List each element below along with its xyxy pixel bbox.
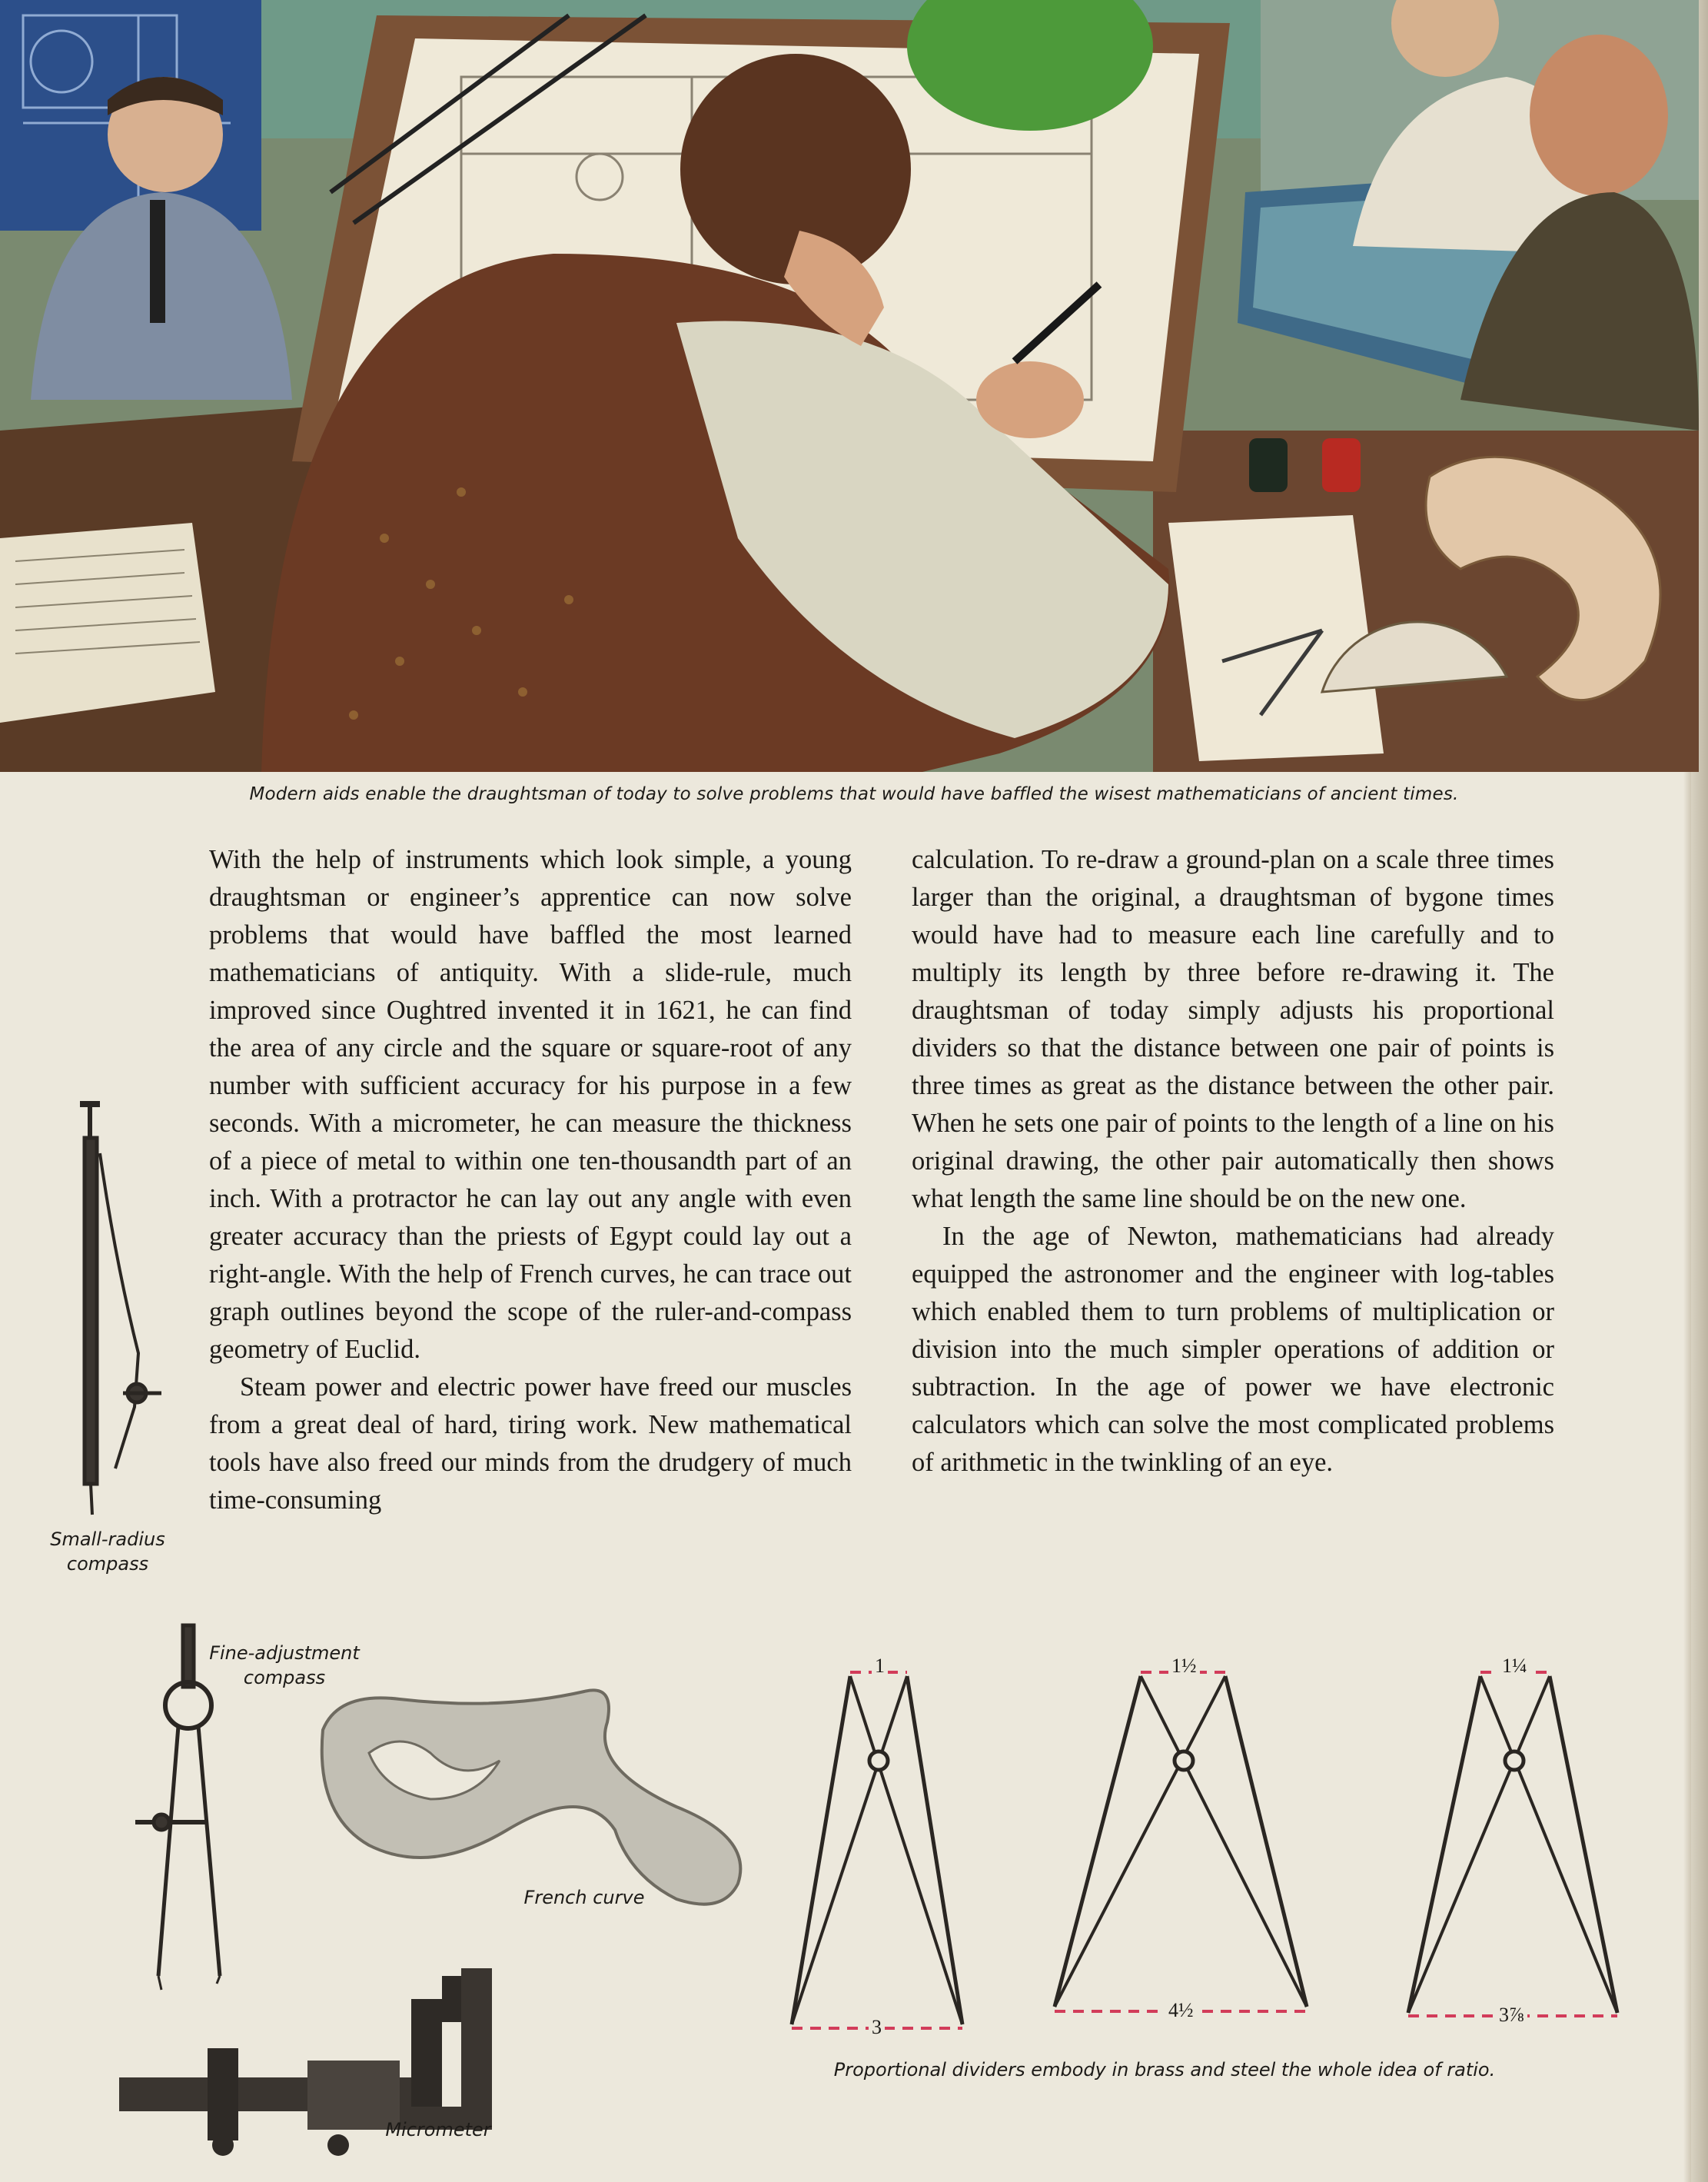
dividers-caption: Proportional dividers embody in brass and steel the whole idea of ratio. [833, 2059, 1496, 2081]
divider-2 [1055, 1676, 1307, 2007]
divider-1 [792, 1676, 962, 2024]
divider-1-top-label: 1 [872, 1655, 888, 1678]
divider-2-top-label: 1½ [1168, 1655, 1200, 1678]
paragraph: calculation. To re-draw a ground-plan on a scale three times larger than the original, a draughtsman of bygone times would have had to measure each line carefully and to multiply its length by three before re-drawing it. The draughtsman of today simply adjusts his proportional dividers so that the distance between one pair of points is three times as great as the distance between the other pair. When he sets one pair of points to the length of a line on his original drawing, the other pair automatically then shows what length the same line should be on the new one. [912, 845, 1554, 1213]
small-radius-compass-drawing [80, 1104, 161, 1515]
divider-2-bottom-label: 4½ [1165, 1999, 1197, 2022]
divider-1-bottom-label: 3 [869, 2016, 885, 2039]
french-curve-drawing [322, 1690, 741, 1904]
paragraph: In the age of Newton, mathematicians had already equipped the astronomer and the engineer with log-tables which enabled them to turn problems of multiplication or division into the much simpler operations of addition or subtraction. In the age of power we have electronic calculators which can solve the most complicated problems of arithmetic in the twinkling of an eye. [912, 1222, 1554, 1477]
proportional-dividers-drawing [792, 1676, 1617, 2024]
divider-3-top-label: 1¼ [1499, 1655, 1530, 1678]
divider-3-bottom-label: 3⅞ [1496, 2004, 1527, 2027]
paragraph: Steam power and electric power have freed our muscles from a great deal of hard, tiring work. New mathematical tools have also freed our minds from the drudgery of much time-consuming [209, 1372, 852, 1515]
micrometer-label: Micrometer [385, 2119, 491, 2140]
french-curve-label: French curve [523, 1887, 645, 1908]
illustration-caption: Modern aids enable the draughtsman of today to solve problems that would have baffled the wisest mathematicians of ancient times. [249, 784, 1459, 804]
paragraph: With the help of instruments which look simple, a young draughtsman or engineer’s apprentice can now solve problems that would have baffled the most learned mathematicians of antiquity. With a slide-rule, much improved since Oughtred invented it in 1621, he can find the area of any circle and the square or square-root of any number with sufficient accuracy for his purpose in a few seconds. With a micrometer, he can measure the thickness of a piece of metal to within one ten-thousandth part of an inch. With a protractor he can lay out any angle with even greater accuracy than the priests of Egypt could lay out a right-angle. With the help of French curves, he can trace out graph outlines beyond the scope of the ruler-and-compass geometry of Euclid. [209, 845, 852, 1364]
fine-adjustment-compass-label: Fine-adjustment compass [209, 1642, 360, 1688]
small-radius-compass-label: Small-radius compass [50, 1528, 165, 1575]
divider-3 [1408, 1676, 1617, 2013]
